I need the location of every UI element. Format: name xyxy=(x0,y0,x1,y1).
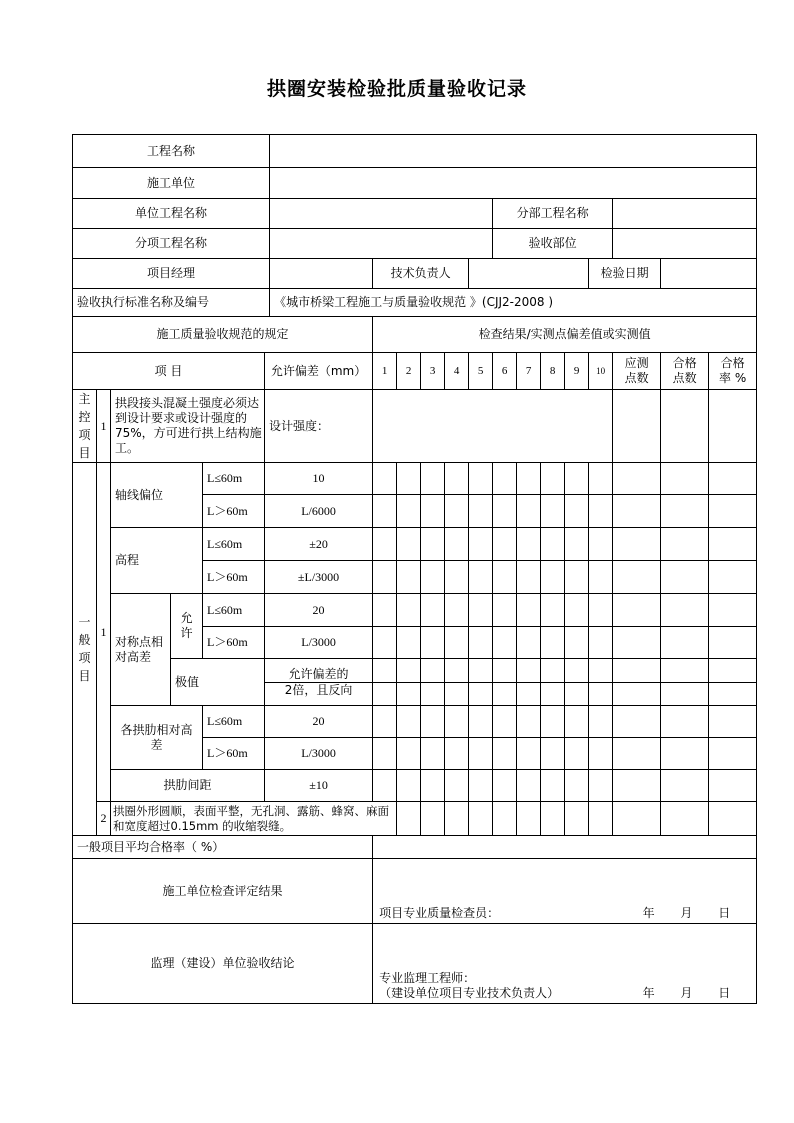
point-header: 7 xyxy=(517,353,541,390)
result-cell[interactable] xyxy=(541,594,565,627)
result-cell[interactable] xyxy=(709,627,757,659)
extreme-rule-line1: 允许偏差的 xyxy=(265,659,373,683)
result-cell[interactable] xyxy=(373,463,397,495)
result-cell[interactable] xyxy=(709,659,757,683)
point-header: 10 xyxy=(589,353,613,390)
result-cell[interactable] xyxy=(541,495,565,528)
result-cell[interactable] xyxy=(421,683,445,706)
result-cell[interactable] xyxy=(541,627,565,659)
result-cell[interactable] xyxy=(373,495,397,528)
result-cell[interactable] xyxy=(661,802,709,836)
result-cell[interactable] xyxy=(469,627,493,659)
spec-header: 施工质量验收规范的规定 xyxy=(73,317,373,353)
condition-label: L≤60m xyxy=(203,528,265,561)
project-name-field[interactable] xyxy=(270,135,757,168)
result-cell[interactable] xyxy=(445,706,469,738)
rib-spacing-label: 拱肋间距 xyxy=(111,770,265,802)
general-index: 1 xyxy=(97,463,111,802)
result-cell[interactable] xyxy=(421,463,445,495)
result-cell[interactable] xyxy=(709,495,757,528)
result-cell[interactable] xyxy=(709,770,757,802)
result-cell[interactable] xyxy=(589,659,613,683)
acceptance-part-label: 验收部位 xyxy=(493,229,613,259)
main-control-index: 1 xyxy=(97,390,111,463)
result-cell[interactable] xyxy=(493,738,517,770)
result-cell[interactable] xyxy=(493,528,517,561)
result-cell[interactable] xyxy=(709,706,757,738)
result-cell[interactable] xyxy=(445,561,469,594)
general-item2-text: 拱圈外形圆顺，表面平整，无孔洞、露筋、蜂窝、麻面和宽度超过0.15mm 的收缩裂缝。 xyxy=(111,802,397,836)
inspector-date: 年 月 日 xyxy=(642,906,731,920)
result-cell[interactable] xyxy=(661,627,709,659)
result-cell[interactable] xyxy=(517,706,541,738)
construction-result-label: 施工单位检查评定结果 xyxy=(73,859,373,924)
supervisor-label xyxy=(379,971,559,1001)
result-cell[interactable] xyxy=(661,770,709,802)
result-cell[interactable] xyxy=(373,659,397,683)
main-control-group-label: 主控项目 xyxy=(73,390,97,463)
result-cell[interactable] xyxy=(517,659,541,683)
tech-lead-label: 技术负责人 xyxy=(373,259,469,289)
result-cell[interactable] xyxy=(517,463,541,495)
allow-label: 允许 xyxy=(171,594,203,659)
result-cell[interactable] xyxy=(661,706,709,738)
result-cell[interactable] xyxy=(445,802,469,836)
result-cell[interactable] xyxy=(469,683,493,706)
result-cell[interactable] xyxy=(421,495,445,528)
result-cell[interactable] xyxy=(445,528,469,561)
result-cell[interactable] xyxy=(421,738,445,770)
result-cell[interactable] xyxy=(397,706,421,738)
result-cell[interactable] xyxy=(565,738,589,770)
result-cell[interactable] xyxy=(661,528,709,561)
result-cell[interactable] xyxy=(589,561,613,594)
symmetric-diff-label: 对称点相对高差 xyxy=(111,594,171,706)
supervision-area[interactable] xyxy=(373,924,757,1004)
result-cell[interactable] xyxy=(373,706,397,738)
result-cell[interactable] xyxy=(709,390,757,463)
result-cell[interactable] xyxy=(541,561,565,594)
result-cell[interactable] xyxy=(421,561,445,594)
result-cell[interactable] xyxy=(613,683,661,706)
result-cell[interactable] xyxy=(613,738,661,770)
tolerance-value: 20 xyxy=(265,706,373,738)
result-cell[interactable] xyxy=(661,390,709,463)
point-header: 8 xyxy=(541,353,565,390)
result-cell[interactable] xyxy=(493,659,517,683)
supervisor-line1: 专业监理工程师： xyxy=(379,971,476,985)
result-cell[interactable] xyxy=(565,495,589,528)
result-cell[interactable] xyxy=(541,659,565,683)
result-cell[interactable] xyxy=(565,463,589,495)
result-cell[interactable] xyxy=(517,683,541,706)
inspection-date-label: 检验日期 xyxy=(589,259,661,289)
result-cell[interactable] xyxy=(565,627,589,659)
result-cell[interactable] xyxy=(517,627,541,659)
result-cell[interactable] xyxy=(565,561,589,594)
result-cell[interactable] xyxy=(661,495,709,528)
result-cell[interactable] xyxy=(469,802,493,836)
result-cell[interactable] xyxy=(589,770,613,802)
result-cell[interactable] xyxy=(661,659,709,683)
result-cell[interactable] xyxy=(589,802,613,836)
result-cell[interactable] xyxy=(373,561,397,594)
result-cell[interactable] xyxy=(541,738,565,770)
result-cell[interactable] xyxy=(589,528,613,561)
result-cell[interactable] xyxy=(541,706,565,738)
result-cell[interactable] xyxy=(469,738,493,770)
result-cell[interactable] xyxy=(709,561,757,594)
result-cell[interactable] xyxy=(469,659,493,683)
result-cell[interactable] xyxy=(709,594,757,627)
result-cell[interactable] xyxy=(661,683,709,706)
result-cell[interactable] xyxy=(421,528,445,561)
result-cell[interactable] xyxy=(589,463,613,495)
result-cell[interactable] xyxy=(397,770,421,802)
result-cell[interactable] xyxy=(709,802,757,836)
point-header: 1 xyxy=(373,353,397,390)
result-cell[interactable] xyxy=(445,738,469,770)
result-cell[interactable] xyxy=(469,495,493,528)
general-index-2: 2 xyxy=(97,802,111,836)
result-cell[interactable] xyxy=(469,528,493,561)
extreme-label: 极值 xyxy=(171,659,265,706)
result-cell[interactable] xyxy=(397,495,421,528)
result-cell[interactable] xyxy=(517,802,541,836)
construction-unit-label: 施工单位 xyxy=(73,168,270,199)
result-cell[interactable] xyxy=(661,463,709,495)
condition-label: L＞60m xyxy=(203,627,265,659)
tolerance-header: 允许偏差（mm） xyxy=(265,353,373,390)
result-cell[interactable] xyxy=(493,463,517,495)
rib-diff-label: 各拱肋相对高差 xyxy=(111,706,203,770)
condition-label: L＞60m xyxy=(203,738,265,770)
result-cell[interactable] xyxy=(397,659,421,683)
result-cell[interactable] xyxy=(493,627,517,659)
tolerance-value: L/6000 xyxy=(265,495,373,528)
project-name-label: 工程名称 xyxy=(73,135,270,168)
result-cell[interactable] xyxy=(613,659,661,683)
point-header: 9 xyxy=(565,353,589,390)
result-cell[interactable] xyxy=(541,802,565,836)
inspection-date-field[interactable] xyxy=(661,259,757,289)
point-header: 6 xyxy=(493,353,517,390)
result-cell[interactable] xyxy=(613,594,661,627)
result-cell[interactable] xyxy=(613,463,661,495)
result-cell[interactable] xyxy=(613,561,661,594)
result-cell[interactable] xyxy=(613,770,661,802)
supervision-label: 监理（建设）单位验收结论 xyxy=(73,924,373,1004)
result-cell[interactable] xyxy=(469,770,493,802)
subitem-project-label: 分项工程名称 xyxy=(73,229,270,259)
inspector-label: 项目专业质量检查员： xyxy=(379,906,500,920)
result-cell[interactable] xyxy=(397,802,421,836)
result-cell[interactable] xyxy=(661,738,709,770)
point-header: 4 xyxy=(445,353,469,390)
result-cell[interactable] xyxy=(709,683,757,706)
result-cell[interactable] xyxy=(421,659,445,683)
result-cell[interactable] xyxy=(541,463,565,495)
condition-label: L≤60m xyxy=(203,594,265,627)
result-cell[interactable] xyxy=(397,738,421,770)
result-cell[interactable] xyxy=(445,495,469,528)
standard-label: 验收执行标准名称及编号 xyxy=(73,289,270,317)
construction-unit-field[interactable] xyxy=(270,168,757,199)
result-cell[interactable] xyxy=(373,627,397,659)
result-cell[interactable] xyxy=(589,683,613,706)
result-cell[interactable] xyxy=(613,528,661,561)
tolerance-value: 10 xyxy=(265,463,373,495)
result-cell[interactable] xyxy=(709,463,757,495)
result-cell[interactable] xyxy=(493,561,517,594)
result-cell[interactable] xyxy=(709,738,757,770)
should-points-header: 应测点数 xyxy=(613,353,661,390)
tolerance-value: ±L/3000 xyxy=(265,561,373,594)
result-cell[interactable] xyxy=(661,594,709,627)
result-cell[interactable] xyxy=(373,683,397,706)
main-control-results[interactable] xyxy=(373,390,613,463)
acceptance-part-field[interactable] xyxy=(613,229,757,259)
result-cell[interactable] xyxy=(469,706,493,738)
result-cell[interactable] xyxy=(565,528,589,561)
result-cell[interactable] xyxy=(589,627,613,659)
result-cell[interactable] xyxy=(397,528,421,561)
result-cell[interactable] xyxy=(613,495,661,528)
point-header: 3 xyxy=(421,353,445,390)
result-cell[interactable] xyxy=(565,706,589,738)
tolerance-value: L/3000 xyxy=(265,738,373,770)
result-cell[interactable] xyxy=(469,594,493,627)
main-control-requirement: 拱段接头混凝土强度必须达到设计要求或设计强度的75%，方可进行拱上结构施工。 xyxy=(111,390,265,463)
tolerance-value: ±20 xyxy=(265,528,373,561)
result-cell[interactable] xyxy=(517,561,541,594)
result-cell[interactable] xyxy=(445,659,469,683)
result-cell[interactable] xyxy=(517,770,541,802)
result-cell[interactable] xyxy=(661,561,709,594)
result-cell[interactable] xyxy=(613,390,661,463)
result-cell[interactable] xyxy=(373,770,397,802)
result-cell[interactable] xyxy=(397,683,421,706)
result-cell[interactable] xyxy=(397,627,421,659)
result-cell[interactable] xyxy=(493,683,517,706)
result-cell[interactable] xyxy=(493,594,517,627)
result-cell[interactable] xyxy=(517,528,541,561)
result-cell[interactable] xyxy=(589,594,613,627)
result-cell[interactable] xyxy=(565,659,589,683)
result-cell[interactable] xyxy=(541,770,565,802)
general-group-label: 一般项目 xyxy=(73,463,97,836)
result-cell[interactable] xyxy=(445,627,469,659)
result-cell[interactable] xyxy=(517,594,541,627)
result-cell[interactable] xyxy=(445,770,469,802)
point-header: 2 xyxy=(397,353,421,390)
result-cell[interactable] xyxy=(493,495,517,528)
result-cell[interactable] xyxy=(397,561,421,594)
supervisor-line2: （建设单位项目专业技术负责人） xyxy=(379,986,560,1000)
unit-project-label: 单位工程名称 xyxy=(73,199,270,229)
result-cell[interactable] xyxy=(541,528,565,561)
result-cell[interactable] xyxy=(493,770,517,802)
project-manager-field[interactable] xyxy=(270,259,373,289)
result-cell[interactable] xyxy=(613,706,661,738)
result-cell[interactable] xyxy=(517,495,541,528)
result-cell[interactable] xyxy=(397,463,421,495)
pass-rate-header: 合格率 % xyxy=(709,353,757,390)
condition-label: L≤60m xyxy=(203,706,265,738)
result-cell[interactable] xyxy=(469,463,493,495)
supervisor-date: 年 月 日 xyxy=(642,986,731,1000)
result-cell[interactable] xyxy=(565,802,589,836)
page-title: 拱圈安装检验批质量验收记录 xyxy=(266,78,527,100)
result-cell[interactable] xyxy=(373,594,397,627)
result-cell[interactable] xyxy=(373,528,397,561)
condition-label: L＞60m xyxy=(203,495,265,528)
inspection-record-table xyxy=(72,134,757,1004)
tech-lead-field[interactable] xyxy=(469,259,589,289)
tolerance-value: L/3000 xyxy=(265,627,373,659)
result-cell[interactable] xyxy=(397,594,421,627)
pass-points-header: 合格点数 xyxy=(661,353,709,390)
construction-result-area[interactable] xyxy=(373,859,757,924)
result-cell[interactable] xyxy=(565,683,589,706)
result-cell[interactable] xyxy=(421,770,445,802)
standard-value: 《城市桥梁工程施工与质量验收规范 》(CJJ2-2008 ) xyxy=(270,289,757,317)
result-cell[interactable] xyxy=(445,463,469,495)
result-cell[interactable] xyxy=(517,738,541,770)
result-cell[interactable] xyxy=(589,706,613,738)
tolerance-value: ±10 xyxy=(265,770,373,802)
result-cell[interactable] xyxy=(613,627,661,659)
tolerance-value: 20 xyxy=(265,594,373,627)
result-cell[interactable] xyxy=(541,683,565,706)
axis-offset-label: 轴线偏位 xyxy=(111,463,203,528)
result-cell[interactable] xyxy=(373,738,397,770)
division-project-field[interactable] xyxy=(613,199,757,229)
division-project-label: 分部工程名称 xyxy=(493,199,613,229)
unit-project-field[interactable] xyxy=(270,199,493,229)
result-cell[interactable] xyxy=(421,627,445,659)
elevation-label: 高程 xyxy=(111,528,203,594)
condition-label: L＞60m xyxy=(203,561,265,594)
result-cell[interactable] xyxy=(589,495,613,528)
condition-label: L≤60m xyxy=(203,463,265,495)
design-strength-label: 设计强度： xyxy=(265,390,373,463)
result-cell[interactable] xyxy=(445,594,469,627)
result-cell[interactable] xyxy=(421,802,445,836)
result-cell[interactable] xyxy=(493,706,517,738)
project-manager-label: 项目经理 xyxy=(73,259,270,289)
avg-pass-rate-label: 一般项目平均合格率（ %） xyxy=(73,836,373,859)
result-cell[interactable] xyxy=(565,770,589,802)
result-cell[interactable] xyxy=(565,594,589,627)
result-cell[interactable] xyxy=(493,802,517,836)
avg-pass-rate-field[interactable] xyxy=(373,836,757,859)
point-header: 5 xyxy=(469,353,493,390)
result-cell[interactable] xyxy=(421,594,445,627)
extreme-rule-line2: 2倍，且反向 xyxy=(265,683,373,706)
result-cell[interactable] xyxy=(469,561,493,594)
subitem-project-field[interactable] xyxy=(270,229,493,259)
result-cell[interactable] xyxy=(613,802,661,836)
results-header: 检查结果/实测点偏差值或实测值 xyxy=(373,317,757,353)
result-cell[interactable] xyxy=(421,706,445,738)
result-cell[interactable] xyxy=(709,528,757,561)
result-cell[interactable] xyxy=(445,683,469,706)
result-cell[interactable] xyxy=(589,738,613,770)
item-header: 项 目 xyxy=(73,353,265,390)
